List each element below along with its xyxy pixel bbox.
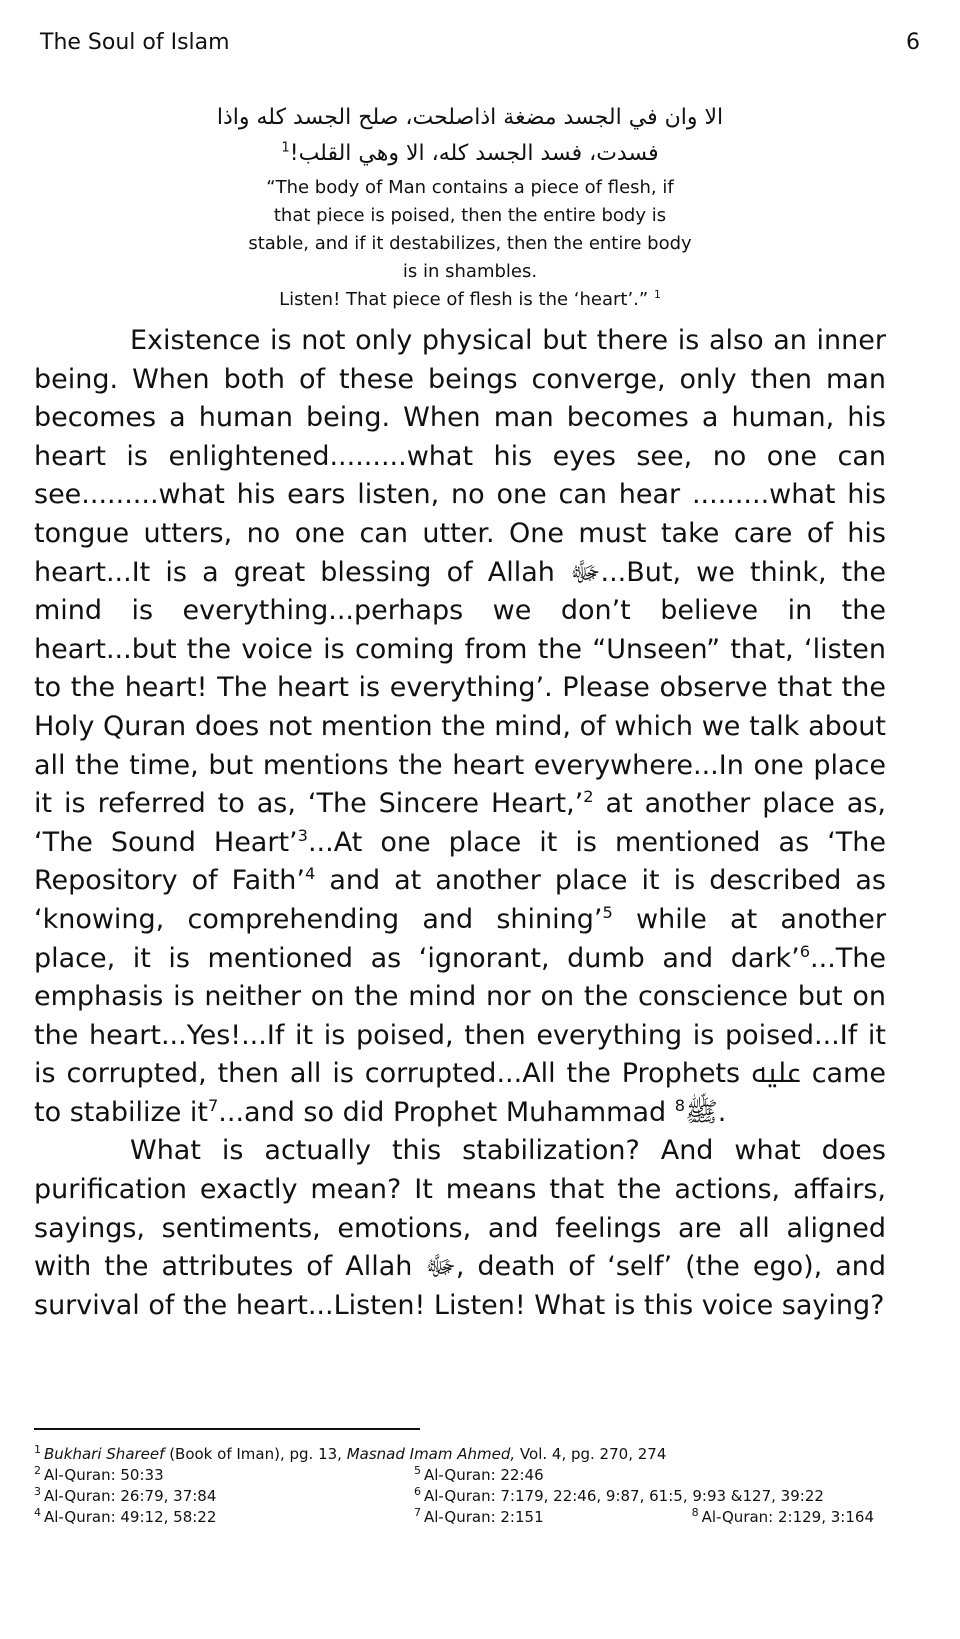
- body-text: [34, 322, 886, 1325]
- footnote-4: [34, 1507, 414, 1528]
- hadith-translation: [170, 174, 770, 314]
- text-run: while at another place, it is mentioned as ‘ignorant, dumb and dark’: [34, 903, 886, 974]
- footnote-text: Al-Quran: 2:151: [424, 1508, 544, 1526]
- footnotes: [34, 1444, 914, 1528]
- footnote-text: Al-Quran: 49:12, 58:22: [44, 1508, 217, 1526]
- footnote-ref: 4: [305, 864, 316, 884]
- translation-text: Listen! That piece of flesh is the ‘heart’.”: [279, 289, 649, 310]
- translation-line: is in shambles.: [402, 261, 538, 282]
- footnote-text: Al-Quran: 50:33: [44, 1466, 164, 1484]
- arabic-line-1: الا وان في الجسد مضغة اذاصلحت، صلح الجسد كله واذا: [216, 105, 724, 130]
- footnote-ref: 2: [583, 787, 594, 807]
- text-run: Existence is not only physical but there is also an inner being. When both of these beings converge, only then man becomes a human being. When man becomes a human, his heart is enlightened.........what his eyes see, no one can see.........what his ears listen, no one can hear .........what his tongue utters, no one can utter. One must take care of his heart...It is a great blessing of Allah ﷻ...But, we think, the mind is everything...perhaps we don’t believe in the heart...but the voice is coming from the “Unseen” that, ‘listen to the heart! The heart is everything’. Please observe that the Holy Quran does not mention the mind, of which we talk about all the time, but mentions the heart everywhere...In one place it is referred to as, ‘The Sincere Heart,’: [34, 325, 886, 820]
- text-run: Vol. 4, pg. 270, 274: [515, 1445, 667, 1463]
- footnote-ref: 1: [281, 140, 290, 156]
- book-title: The Soul of Islam: [40, 30, 230, 55]
- paragraph-2: What is actually this stabilization? And what does purification exactly mean? It means that the actions, affairs, sayings, sentiments, emotions, and feelings are all aligned with the attributes of Allah ﷻ, death of ‘self’ (the ego), and survival of the heart...Listen! Listen! What is this voice saying?: [34, 1135, 886, 1321]
- text-run: ...At one place it is mentioned as ‘The Repository of Faith’: [34, 826, 887, 897]
- footnote-number: 6: [414, 1485, 421, 1498]
- footnote-number: 1: [34, 1443, 41, 1456]
- page-number: 6: [906, 30, 920, 55]
- footnote-text: Al-Quran: 2:129, 3:164: [701, 1508, 874, 1526]
- text-run: ...The emphasis is neither on the mind nor on the conscience but on the heart...Yes!...If it is poised, then everything is poised...If it is corrupted, then all is corrupted...All the Prophets ﷷ came to stabilize it: [34, 942, 886, 1128]
- running-header: [40, 30, 920, 60]
- footnote-3: [34, 1486, 414, 1507]
- source-title: Bukhari Shareef: [44, 1445, 165, 1463]
- footnote-number: 8: [691, 1506, 699, 1519]
- footnote-number: 7: [414, 1506, 421, 1519]
- footnote-divider: [34, 1428, 420, 1430]
- footnote-ref: 7: [207, 1095, 219, 1115]
- footnote-1: [34, 1444, 914, 1465]
- text-run: .: [717, 1096, 727, 1128]
- footnote-ref: 1: [653, 288, 661, 301]
- footnote-number: 5: [414, 1464, 421, 1477]
- footnote-5: [414, 1465, 914, 1486]
- footnote-ref: 5: [602, 902, 613, 922]
- footnote-6: [414, 1486, 914, 1507]
- text-run: at another place as, ‘The Sound Heart’: [34, 788, 886, 858]
- footnote-ref: 6: [799, 941, 811, 961]
- paragraph-1: [34, 322, 886, 1132]
- footnote-2: [34, 1465, 414, 1486]
- arabic-line-2: [170, 136, 770, 172]
- footnote-8: [692, 1507, 874, 1528]
- footnote-number: 4: [34, 1506, 41, 1519]
- footnote-pair: [414, 1507, 914, 1528]
- footnote-text: Al-Quran: 7:179, 22:46, 9:87, 61:5, 9:93 &127, 39:22: [424, 1487, 824, 1505]
- footnote-text: Al-Quran: 22:46: [424, 1466, 544, 1484]
- footnote-number: 3: [34, 1485, 41, 1498]
- text-run: ...and so did Prophet Muhammad ﷺ: [218, 1096, 718, 1128]
- translation-line: stable, and if it destabilizes, then the entire body: [248, 233, 692, 254]
- hadith-epigraph: [170, 100, 770, 314]
- translation-line: [170, 286, 770, 314]
- arabic-text: فسدت، فسد الجسد كله، الا وهي القلب!: [289, 141, 659, 166]
- footnote-grid: [34, 1465, 914, 1528]
- footnote-text: Al-Quran: 26:79, 37:84: [44, 1487, 217, 1505]
- translation-line: that piece is poised, then the entire body is: [273, 205, 667, 226]
- footnote-7: [414, 1507, 544, 1528]
- footnote-ref: 8: [674, 1095, 686, 1115]
- text-run: and at another place it is described as ‘knowing, comprehending and shining’: [34, 865, 886, 935]
- translation-line: “The body of Man contains a piece of flesh, if: [266, 177, 674, 198]
- footnote-number: 2: [34, 1464, 41, 1477]
- footnote-ref: 3: [297, 825, 308, 845]
- source-title: Masnad Imam Ahmed,: [346, 1445, 516, 1463]
- text-run: (Book of Iman), pg. 13,: [164, 1445, 347, 1463]
